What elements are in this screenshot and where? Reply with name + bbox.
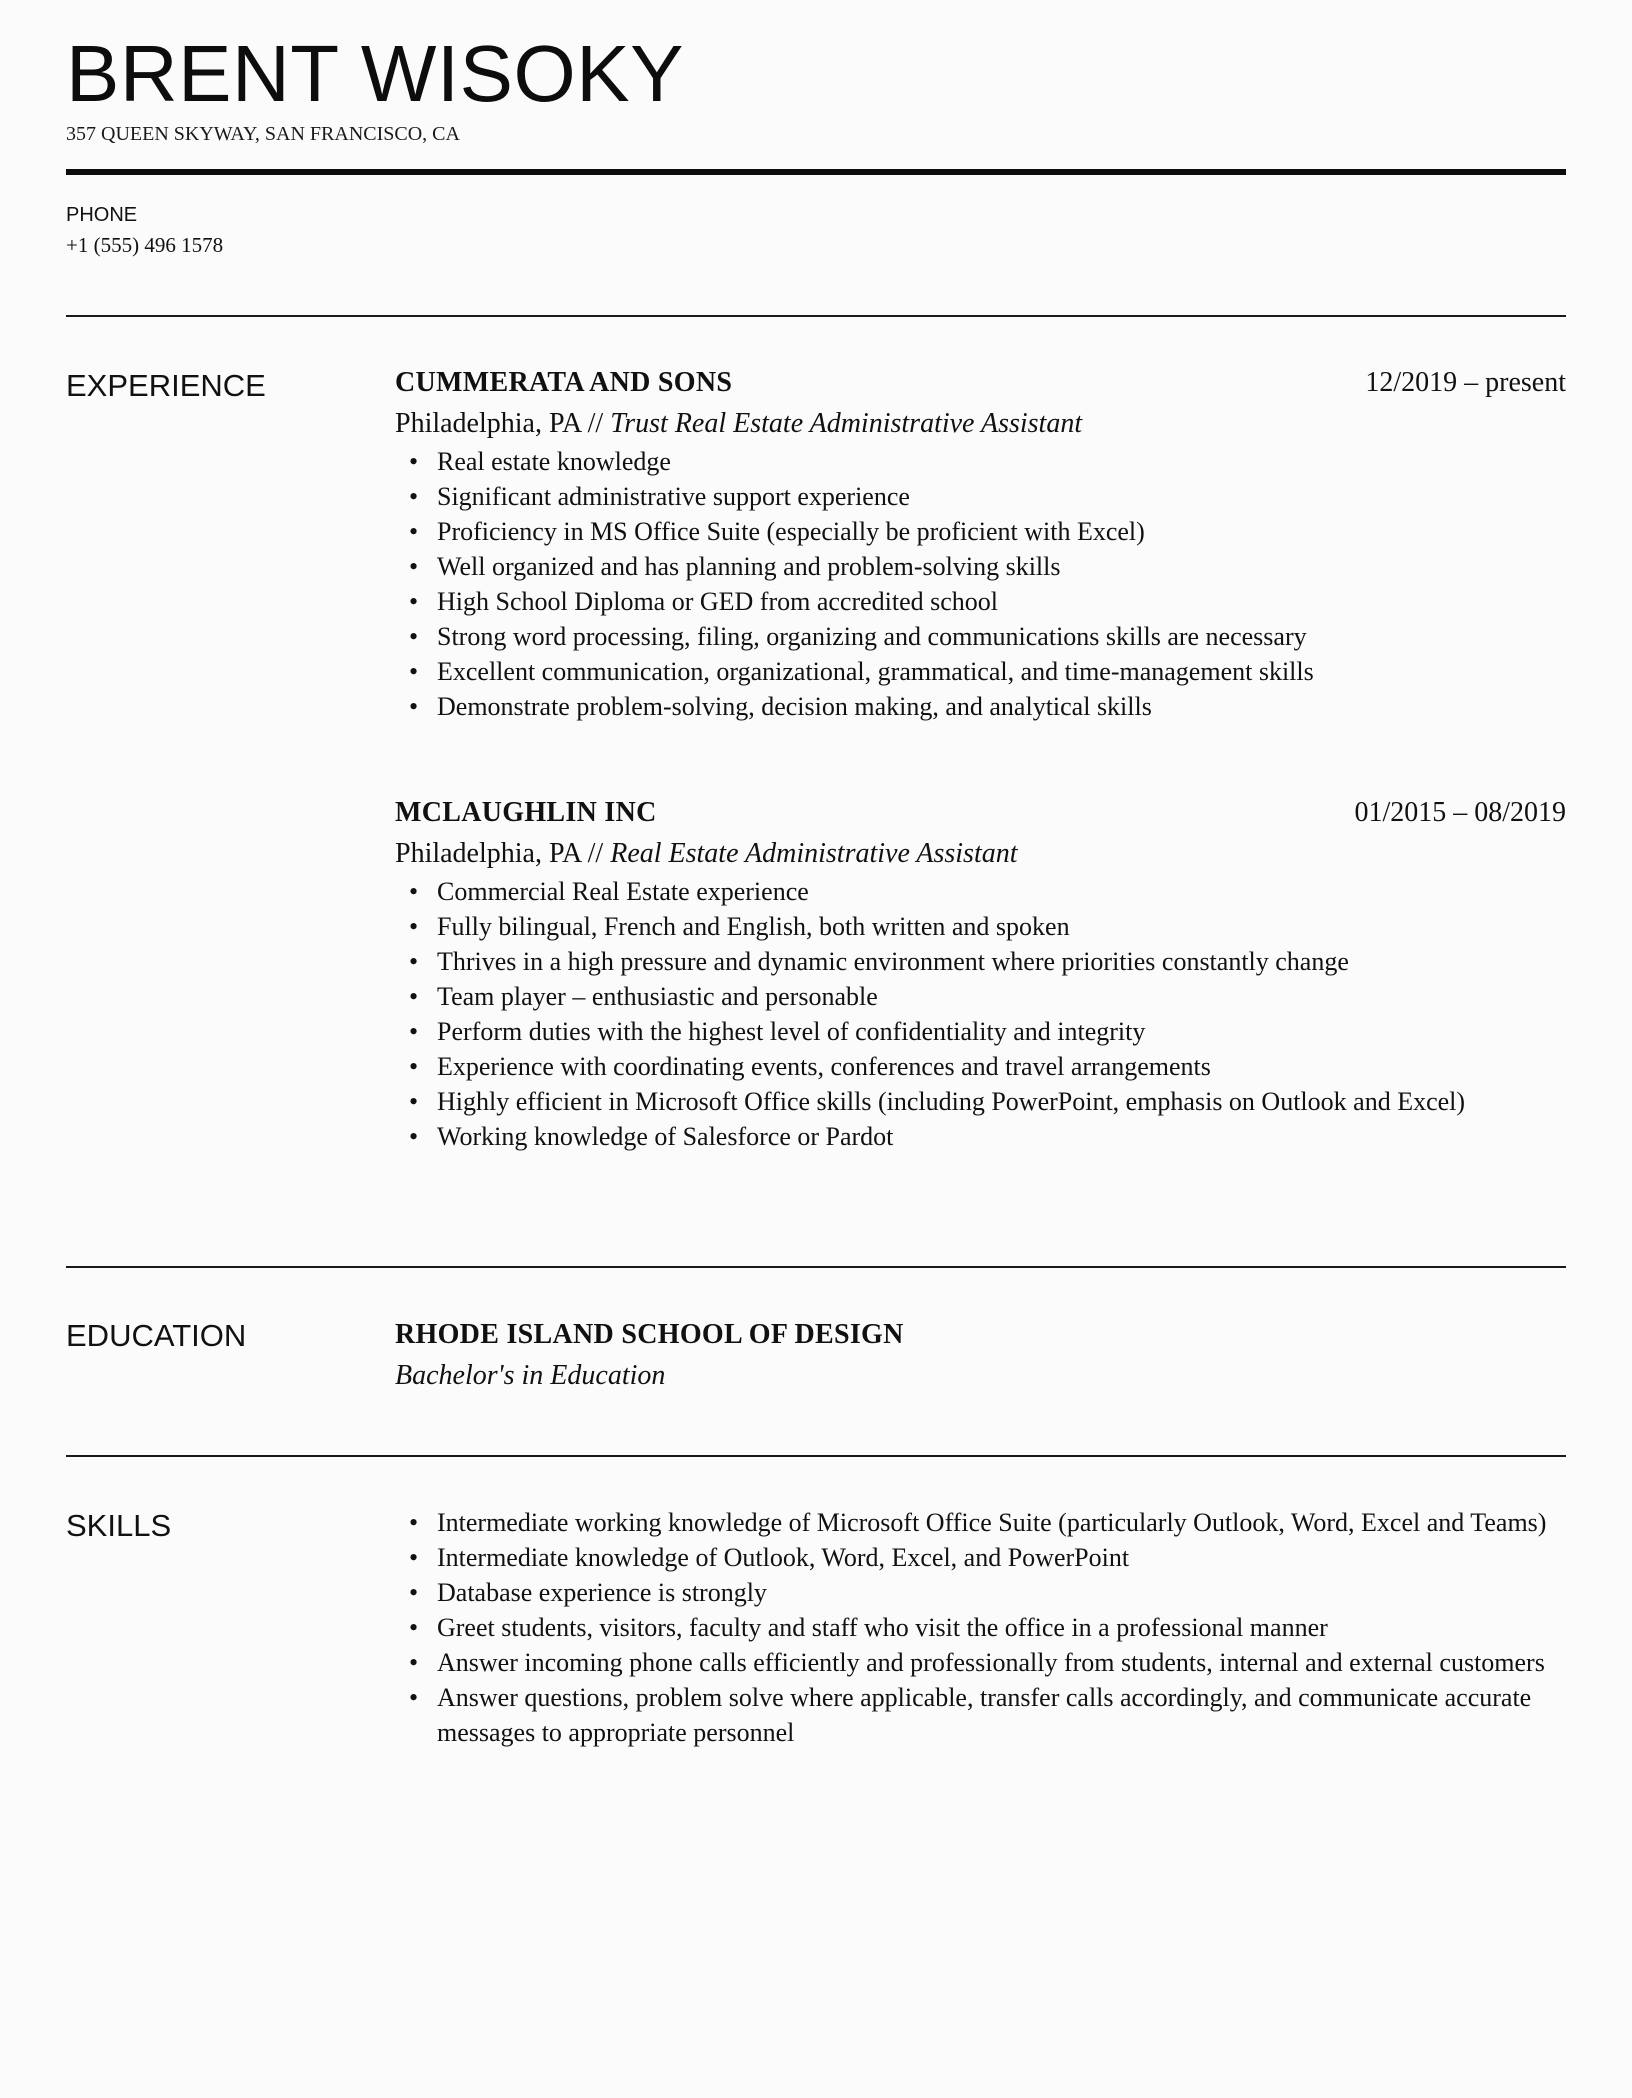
bullet-icon: •	[409, 1122, 419, 1151]
bullet-icon: •	[409, 1508, 419, 1537]
experience-section-title: EXPERIENCE	[66, 368, 266, 403]
job-dates: 12/2019 – present	[1365, 367, 1566, 398]
list-item	[395, 654, 1566, 689]
list-item-text: Highly efficient in Microsoft Office skills (including PowerPoint, emphasis on Outlook and Excel)	[437, 1087, 1466, 1116]
list-item-text: Answer incoming phone calls efficiently and professionally from students, internal and external customers	[437, 1648, 1545, 1677]
list-item-text: Real estate knowledge	[437, 447, 671, 476]
header-divider	[66, 169, 1566, 175]
job-header	[395, 364, 1566, 404]
list-item-text: Proficiency in MS Office Suite (especially be proficient with Excel)	[437, 517, 1145, 546]
list-item	[395, 1505, 1566, 1540]
bullet-icon: •	[409, 982, 419, 1011]
bullet-icon: •	[409, 1648, 419, 1677]
bullet-icon: •	[409, 552, 419, 581]
bullet-icon: •	[409, 1578, 419, 1607]
bullet-icon: •	[409, 912, 419, 941]
job-separator: //	[580, 838, 611, 869]
list-item-text: Demonstrate problem-solving, decision making, and analytical skills	[437, 692, 1152, 721]
bullet-icon: •	[409, 947, 419, 976]
list-item-text: Greet students, visitors, faculty and staff who visit the office in a professional manner	[437, 1613, 1328, 1642]
list-item	[395, 1084, 1566, 1119]
job-subtitle	[395, 834, 1566, 874]
section-divider	[66, 1455, 1566, 1457]
list-item	[395, 1645, 1566, 1680]
list-item-text: Working knowledge of Salesforce or Pardot	[437, 1122, 894, 1151]
job-separator: //	[580, 408, 611, 439]
bullet-icon: •	[409, 447, 419, 476]
list-item-text: Fully bilingual, French and English, both written and spoken	[437, 912, 1070, 941]
job-location: Philadelphia, PA	[395, 408, 581, 439]
list-item	[395, 1540, 1566, 1575]
education-header	[395, 1316, 1566, 1356]
school-name: RHODE ISLAND SCHOOL OF DESIGN	[395, 1319, 904, 1350]
list-item-text: Excellent communication, organizational, grammatical, and time-management skills	[437, 657, 1314, 686]
list-item	[395, 1119, 1566, 1154]
list-item-text: Well organized and has planning and problem-solving skills	[437, 552, 1061, 581]
list-item-text: Significant administrative support experience	[437, 482, 910, 511]
skills-entry	[395, 1505, 1566, 1750]
skills-list	[395, 1505, 1566, 1750]
job-entry	[395, 364, 1566, 724]
list-item-text: High School Diploma or GED from accredited school	[437, 587, 999, 616]
list-item	[395, 1575, 1566, 1610]
list-item	[395, 479, 1566, 514]
list-item	[395, 444, 1566, 479]
list-item	[395, 514, 1566, 549]
list-item	[395, 1014, 1566, 1049]
job-dates: 01/2015 – 08/2019	[1354, 797, 1566, 828]
skills-section-title: SKILLS	[66, 1508, 172, 1543]
list-item	[395, 979, 1566, 1014]
list-item	[395, 874, 1566, 909]
list-item	[395, 944, 1566, 979]
list-item-text: Thrives in a high pressure and dynamic environment where priorities constantly change	[437, 947, 1349, 976]
bullet-icon: •	[409, 517, 419, 546]
company-name: MCLAUGHLIN INC	[395, 797, 657, 828]
list-item	[395, 1680, 1566, 1750]
list-item	[395, 909, 1566, 944]
list-item-text: Team player – enthusiastic and personable	[437, 982, 878, 1011]
bullet-icon: •	[409, 877, 419, 906]
job-subtitle	[395, 404, 1566, 444]
bullet-icon: •	[409, 1087, 419, 1116]
list-item-text: Experience with coordinating events, conferences and travel arrangements	[437, 1052, 1211, 1081]
list-item-text: Intermediate working knowledge of Microsoft Office Suite (particularly Outlook, Word, Excel and Teams)	[437, 1508, 1547, 1537]
list-item	[395, 689, 1566, 724]
bullet-icon: •	[409, 1683, 419, 1712]
job-location: Philadelphia, PA	[395, 838, 581, 869]
section-divider	[66, 315, 1566, 317]
list-item-text: Strong word processing, filing, organizing and communications skills are necessary	[437, 622, 1307, 651]
list-item-text: Commercial Real Estate experience	[437, 877, 809, 906]
list-item	[395, 619, 1566, 654]
job-entry	[395, 794, 1566, 1154]
list-item-text: Intermediate knowledge of Outlook, Word, Excel, and PowerPoint	[437, 1543, 1130, 1572]
job-bullets	[395, 874, 1566, 1154]
bullet-icon: •	[409, 587, 419, 616]
bullet-icon: •	[409, 1543, 419, 1572]
education-section-title: EDUCATION	[66, 1318, 247, 1353]
list-item	[395, 584, 1566, 619]
list-item-text: Database experience is strongly	[437, 1578, 767, 1607]
candidate-address: 357 QUEEN SKYWAY, SAN FRANCISCO, CA	[66, 123, 460, 145]
job-role: Real Estate Administrative Assistant	[610, 838, 1018, 869]
job-header	[395, 794, 1566, 834]
job-role: Trust Real Estate Administrative Assistant	[610, 408, 1083, 439]
section-divider	[66, 1266, 1566, 1268]
phone-label: PHONE	[66, 204, 138, 226]
bullet-icon: •	[409, 482, 419, 511]
bullet-icon: •	[409, 1017, 419, 1046]
bullet-icon: •	[409, 1052, 419, 1081]
list-item-text: Answer questions, problem solve where applicable, transfer calls accordingly, and communicate accurate messages to appropriate personnel	[437, 1683, 1532, 1747]
list-item	[395, 549, 1566, 584]
list-item-text: Perform duties with the highest level of confidentiality and integrity	[437, 1017, 1146, 1046]
phone-number: +1 (555) 496 1578	[66, 233, 224, 257]
company-name: CUMMERATA AND SONS	[395, 367, 733, 398]
education-entry	[395, 1316, 1566, 1396]
list-item	[395, 1049, 1566, 1084]
bullet-icon: •	[409, 622, 419, 651]
candidate-name: BRENT WISOKY	[66, 29, 684, 118]
list-item	[395, 1610, 1566, 1645]
bullet-icon: •	[409, 1613, 419, 1642]
degree: Bachelor's in Education	[395, 1360, 666, 1391]
job-bullets	[395, 444, 1566, 724]
bullet-icon: •	[409, 657, 419, 686]
bullet-icon: •	[409, 692, 419, 721]
